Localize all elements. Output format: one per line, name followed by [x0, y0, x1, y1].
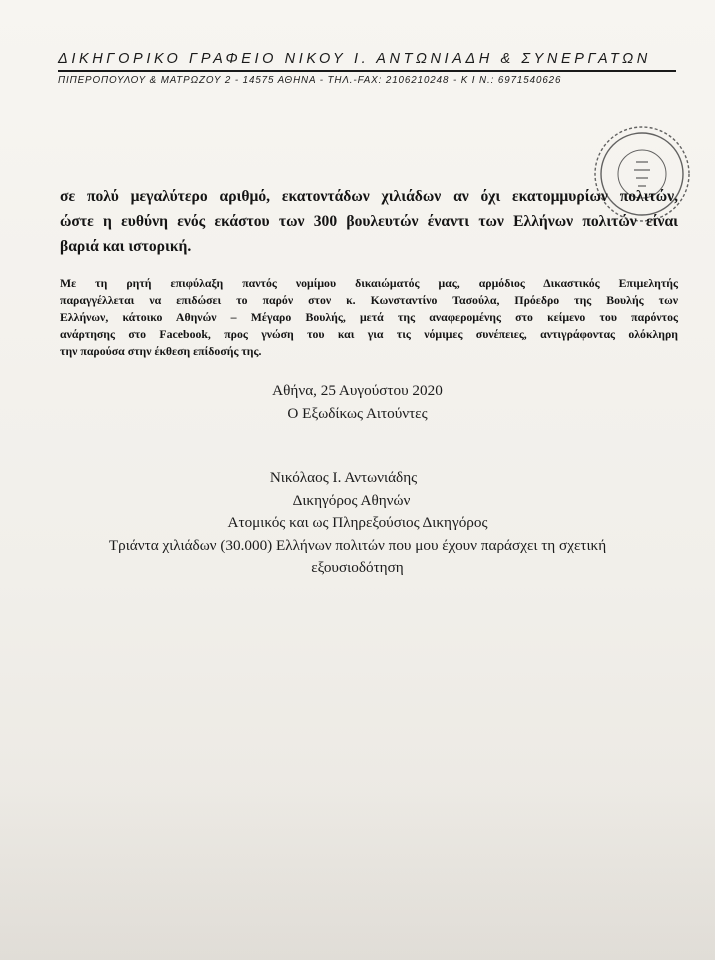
signatory-title: Δικηγόρος Αθηνών [292, 491, 411, 509]
date-line: Αθήνα, 25 Αυγούστου 2020 [272, 382, 443, 399]
paragraph-service-instruction [60, 275, 678, 360]
paragraph-line: σε πολύ μεγαλύτερο αριθμό, εκατοντάδων χιλιάδων αν όχι εκατομμυρίων πολιτών, [60, 188, 678, 205]
paragraph-line: την παρούσα στην έκθεση επίδοσής της. [60, 344, 262, 358]
law-office-address: ΠΙΠΕΡΟΠΟΥΛΟΥ & ΜΑΤΡΩΖΟΥ 2 - 14575 ΑΘΗΝΑ - ΤΗΛ.-FAX: 2106210248 - Κ Ι Ν.: 6971540626 [58, 74, 562, 86]
paragraph-line: παραγγέλλεται να επιδώσει το παρόν στον κ. Κωνσταντίνο Τασούλα, Πρόεδρο της Βουλής των [60, 293, 678, 307]
signature-block [0, 467, 715, 580]
paragraph-line: ανάρτησης στο Facebook, προς γνώση του και για τις νόμιμες συνέπειες, αντιγράφοντας ολόκληρη [60, 327, 678, 341]
closing-block [0, 380, 715, 425]
signatory-name: Νικόλαος Ι. Αντωνιάδης [269, 469, 418, 486]
petitioners-line: Ο Εξωδίκως Αιτούντες [287, 404, 428, 422]
paragraph-line: βαριά και ιστορική. [60, 238, 192, 255]
paper-shadow [0, 780, 715, 960]
letterhead-rule [58, 70, 676, 72]
mandate-line: Τριάντα χιλιάδων (30.000) Ελλήνων πολιτών που μου έχουν παράσχει τη σχετική [108, 536, 607, 554]
paragraph-responsibility [60, 184, 678, 259]
paragraph-line: Ελλήνων, κάτοικο Αθηνών – Μέγαρο Βουλής, μετά της αναφερομένης στο κείμενο του παρόντος [60, 310, 678, 324]
paragraph-line: ώστε η ευθύνη ενός εκάστου των 300 βουλευτών έναντι των Ελλήνων πολιτών είναι [60, 213, 678, 230]
signatory-capacity: Ατομικός και ως Πληρεξούσιος Δικηγόρος [227, 514, 488, 531]
law-office-name: ΔΙΚΗΓΟΡΙΚΟ ΓΡΑΦΕΙΟ ΝΙΚΟΥ Ι. ΑΝΤΩΝΙΑΔΗ & ΣΥΝΕΡΓΑΤΩΝ [58, 51, 651, 67]
paragraph-line: Με τη ρητή επιφύλαξη παντός νομίμου δικαιώματός μας, αρμόδιος Δικαστικός Επιμελητής [60, 276, 678, 290]
mandate-line: εξουσιοδότηση [311, 559, 404, 576]
letterhead [58, 50, 678, 87]
